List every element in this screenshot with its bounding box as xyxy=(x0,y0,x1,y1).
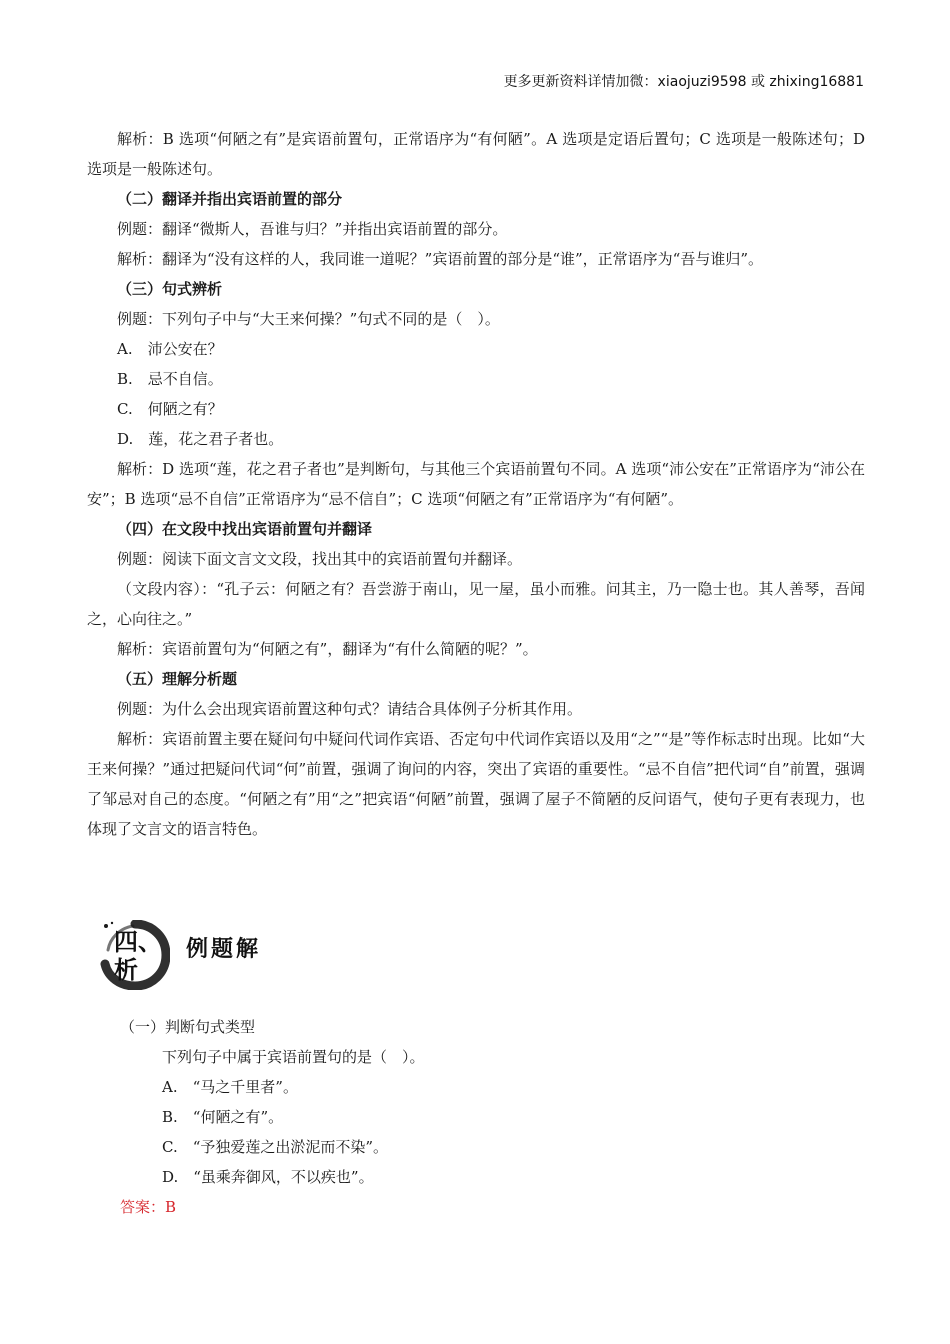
option-b: B. 忌不自信。 xyxy=(117,370,223,388)
paragraph-passage-4: （文段内容）：“孔子云：何陋之有？吾尝游于南山，见一屋，虽小而雅。问其主，乃一隐士也。其人善琴，吾闻之，心向往之。” xyxy=(87,580,865,628)
paragraph-example-5: 例题：为什么会出现宾语前置这种句式？请结合具体例子分析其作用。 xyxy=(117,700,583,718)
paragraph-analysis-2: 解析：翻译为“没有这样的人，我同谁一道呢？”宾语前置的部分是“谁”，正常语序为“吾与谁归”。 xyxy=(117,250,764,268)
example-option-b: B. “何陋之有”。 xyxy=(162,1108,284,1126)
paragraph-example-3: 例题：下列句子中与“大王来何操？”句式不同的是（ ）。 xyxy=(117,310,500,328)
heading-find-in-passage: （四）在文段中找出宾语前置句并翻译 xyxy=(117,520,373,538)
paragraph-analysis-3: 解析：D 选项“莲，花之君子者也”是判断句，与其他三个宾语前置句不同。A 选项“沛公安在”正常语序为“沛公在安”；B 选项“忌不自信”正常语序为“忌不信自”；C 选项“何陋之有”正常语序为“有何陋”。 xyxy=(87,460,865,508)
example-option-a: A. “马之千里者”。 xyxy=(162,1078,298,1096)
option-c: C. 何陋之有？ xyxy=(117,400,223,418)
section-banner xyxy=(100,920,500,990)
heading-sentence-distinguish: （三）句式辨析 xyxy=(117,280,223,298)
heading-understanding: （五）理解分析题 xyxy=(117,670,238,688)
main-content xyxy=(87,124,865,844)
paragraph-analysis-1: 解析：B 选项“何陋之有”是宾语前置句，正常语序为“有何陋”。A 选项是定语后置句；C 选项是一般陈述句；D 选项是一般陈述句。 xyxy=(87,130,865,178)
header-contact-note: 更多更新资料详情加微：xiaojuzi9598 或 zhixing16881 xyxy=(503,74,864,90)
option-a: A. 沛公安在？ xyxy=(117,340,223,358)
example-subtitle: （一）判断句式类型 xyxy=(120,1018,256,1036)
section-number-text: 四、 xyxy=(114,928,162,956)
paragraph-example-2: 例题：翻译“微斯人，吾谁与归？”并指出宾语前置的部分。 xyxy=(117,220,508,238)
examples-block xyxy=(120,1012,860,1222)
example-option-d: D. “虽乘奔御风，不以疾也”。 xyxy=(162,1168,374,1186)
heading-translate: （二）翻译并指出宾语前置的部分 xyxy=(117,190,343,208)
example-answer: 答案：B xyxy=(120,1198,177,1216)
example-question: 下列句子中属于宾语前置句的是（ ）。 xyxy=(162,1048,425,1066)
example-option-c: C. “予独爱莲之出淤泥而不染”。 xyxy=(162,1138,389,1156)
option-d: D. 莲，花之君子者也。 xyxy=(117,430,284,448)
paragraph-analysis-4: 解析：宾语前置句为“何陋之有”，翻译为“有什么简陋的呢？”。 xyxy=(117,640,538,658)
paragraph-analysis-5: 解析：宾语前置主要在疑问句中疑问代词作宾语、否定句中代词作宾语以及用“之”“是”等作标志时出现。比如“大王来何操？”通过把疑问代词“何”前置，强调了询问的内容，突出了宾语的重要性。“忌不自信”把代词“自”前置，强调了邹忌对自己的态度。“何陋之有”用“之”把宾语“何陋”前置，强调了屋子不简陋的反问语气，使句子更有表现力，也体现了文言文的语言特色。 xyxy=(87,730,865,838)
section-number xyxy=(114,928,162,984)
paragraph-example-4: 例题：阅读下面文言文文段，找出其中的宾语前置句并翻译。 xyxy=(117,550,523,568)
section-title: 例题解 xyxy=(186,937,262,962)
section-title-tail: 析 xyxy=(114,956,138,984)
